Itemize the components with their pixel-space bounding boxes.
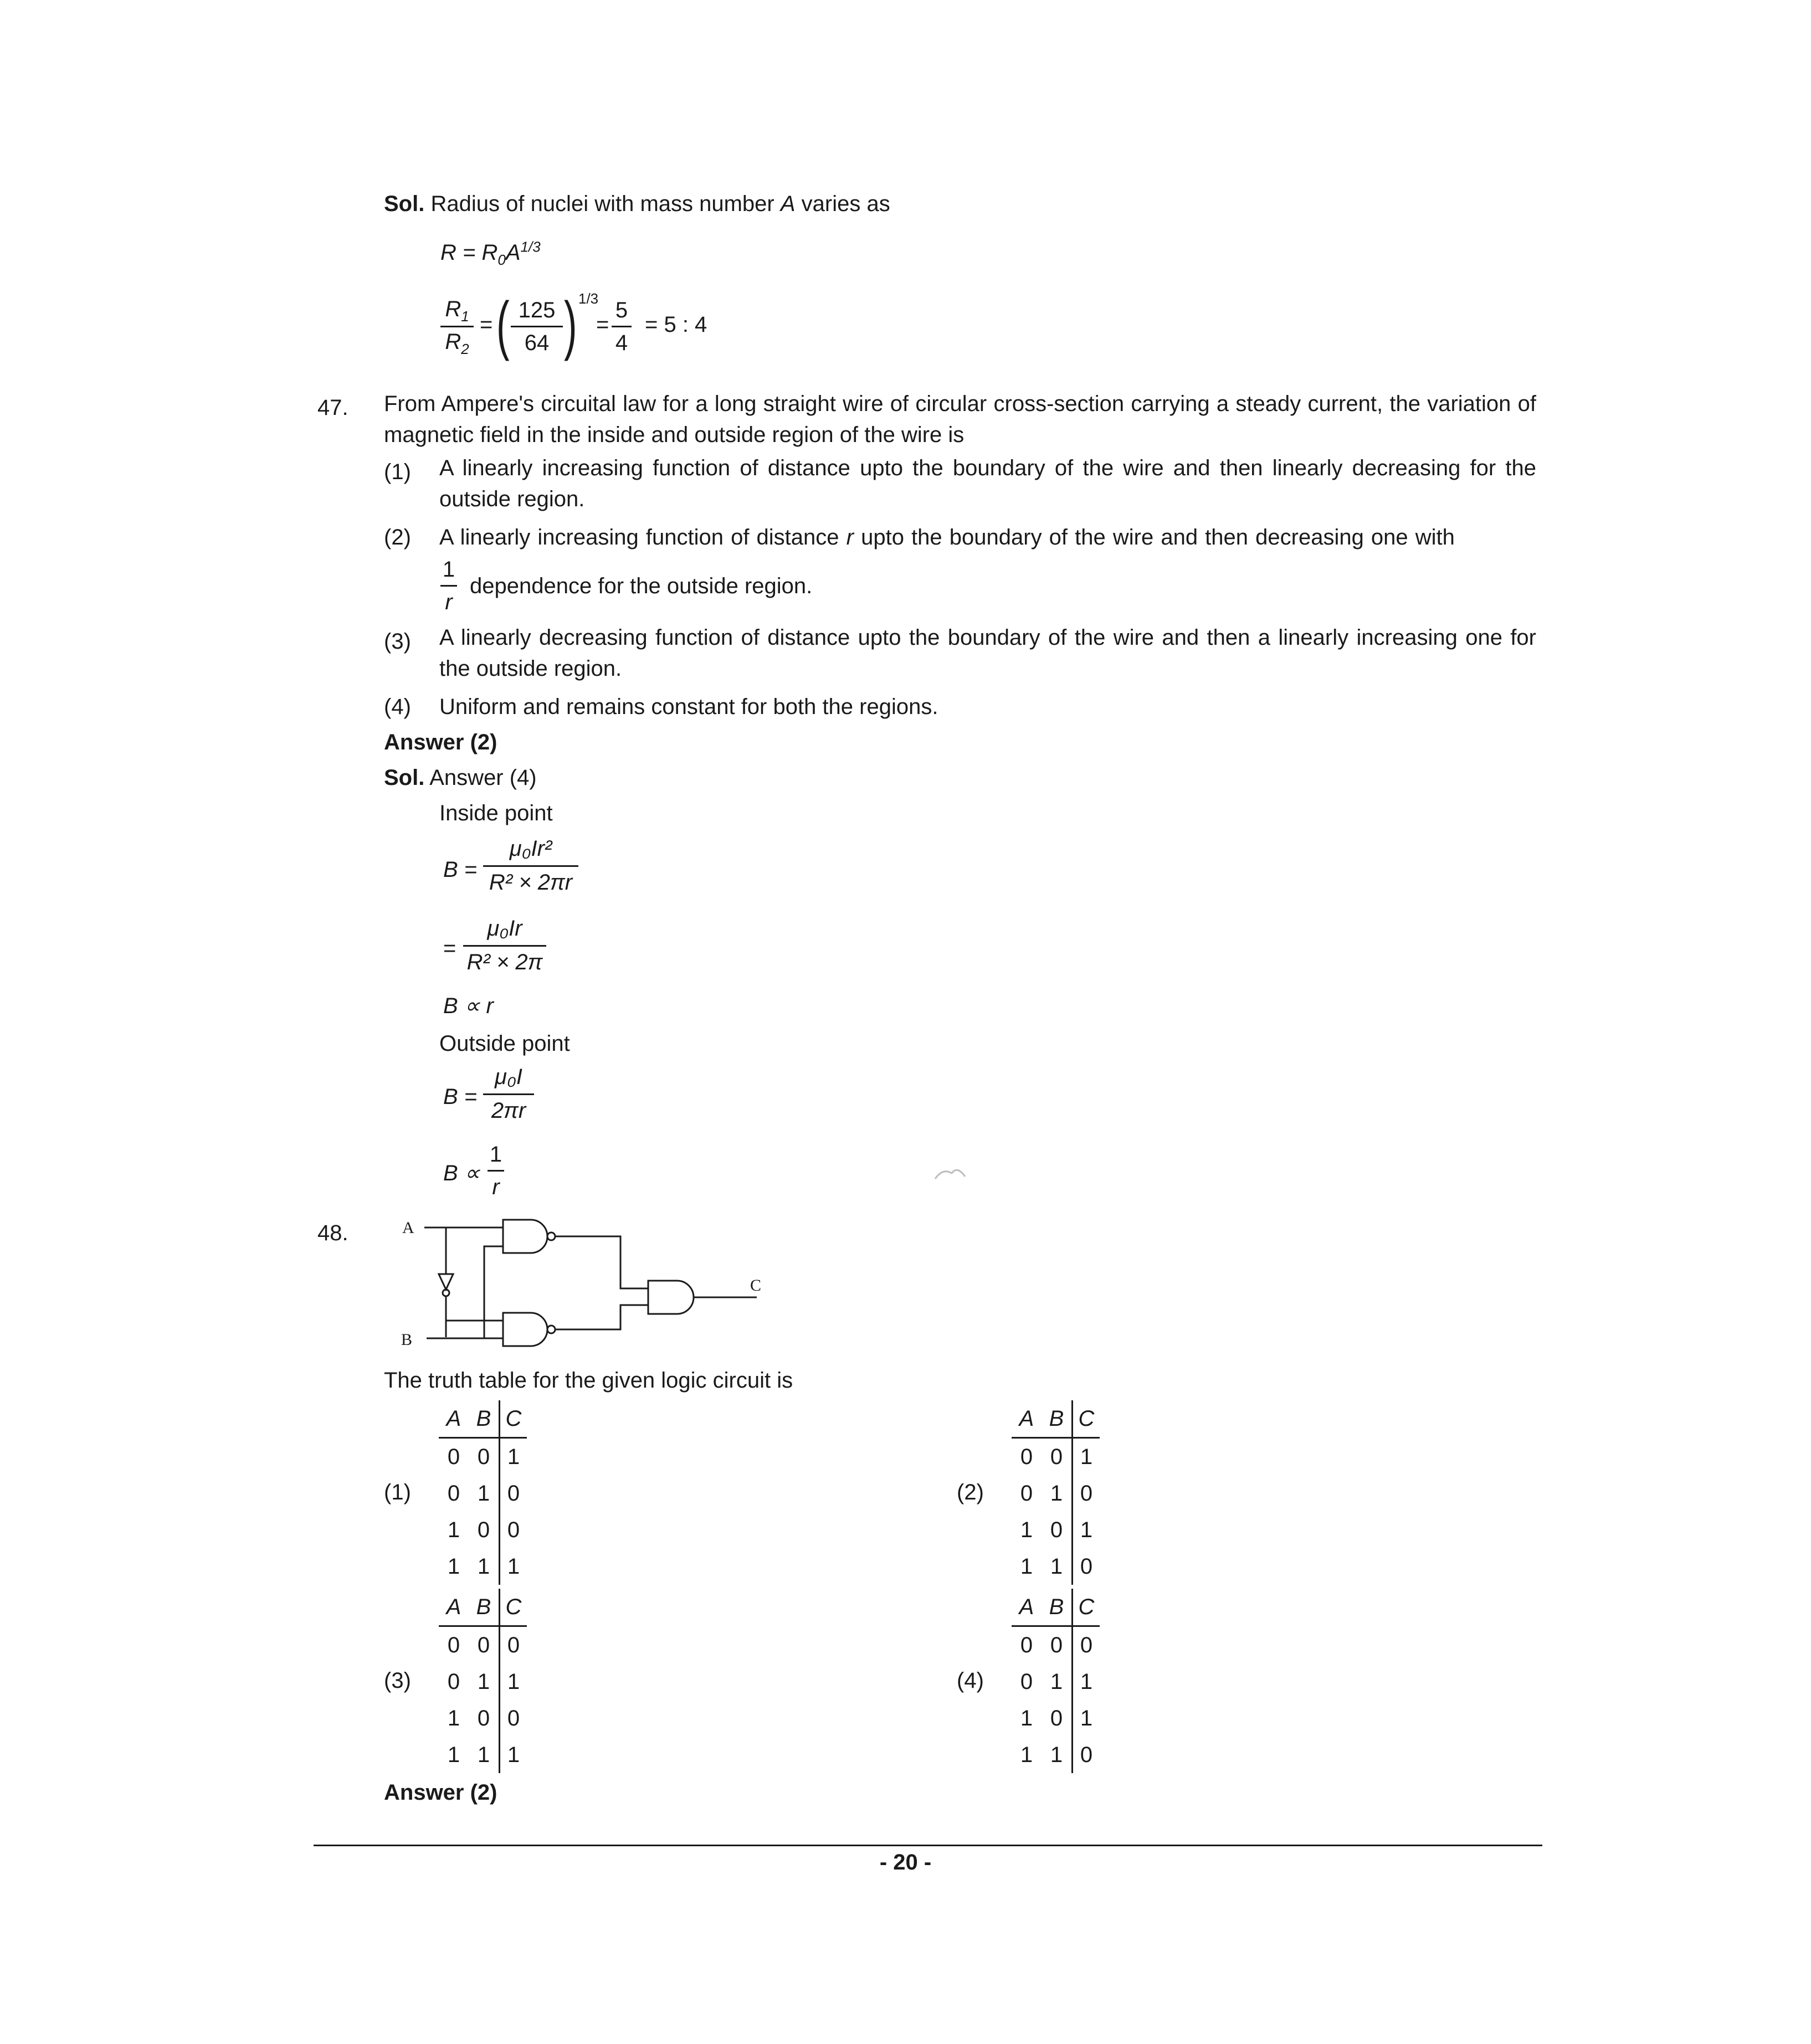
header-cell: C [500, 1400, 527, 1438]
truth-table-header [439, 1589, 527, 1626]
table-cell: 1 [1073, 1663, 1100, 1700]
q47-answer: Answer (2) [384, 730, 497, 754]
table-cell: 0 [1020, 1632, 1033, 1657]
table-cell: 0 [1050, 1517, 1063, 1542]
q47-option-1-label: (1) [384, 460, 411, 484]
q47-option-3-text: A linearly decreasing function of distance upto the boundary of the wire and then a linearly increasing one for the outside region. [439, 625, 1536, 681]
table-row [439, 1663, 527, 1700]
header-cell: A [1012, 1589, 1042, 1626]
header-cell: A [1012, 1400, 1042, 1438]
q48-answer: Answer (2) [384, 1780, 497, 1805]
b-prop-inverse-r: B ∝ [443, 1161, 480, 1185]
table-cell: 0 [500, 1512, 527, 1548]
table-cell: 0 [447, 1632, 460, 1657]
wire-b-branch [484, 1246, 503, 1338]
header-cell: C [1073, 1400, 1100, 1438]
table-row [439, 1548, 527, 1585]
paren-fraction: $\frac{125}{64}$ [511, 299, 563, 354]
table-cell: 0 [477, 1444, 490, 1469]
q48-option-4-label: (4) [957, 1668, 984, 1693]
and-gate [648, 1281, 694, 1314]
header-cell: B [1042, 1589, 1073, 1626]
header-cell: A [439, 1400, 469, 1438]
table-row [439, 1512, 527, 1548]
table-cell: 0 [500, 1700, 527, 1737]
label-c: C [750, 1276, 762, 1295]
one-over-r-fraction: $\frac{1}{r}$ [440, 558, 457, 613]
table-row [1012, 1438, 1100, 1476]
table-cell: 1 [447, 1554, 460, 1579]
truth-table-1 [439, 1400, 527, 1585]
q48-option-1-label: (1) [384, 1480, 411, 1504]
table-cell: 0 [1050, 1444, 1063, 1469]
logic-circuit-diagram [388, 1208, 776, 1357]
truth-table-header [439, 1400, 527, 1438]
table-cell: 1 [500, 1737, 527, 1773]
header-cell: C [1073, 1589, 1100, 1626]
footer-rule [314, 1845, 1542, 1846]
inside-point-label: Inside point [439, 801, 553, 825]
table-cell: 1 [1073, 1438, 1100, 1476]
q48-stem: The truth table for the given logic circuit is [384, 1368, 793, 1393]
table-cell: 1 [447, 1706, 460, 1730]
sol-label: Sol. [384, 192, 425, 216]
header-cell: A [439, 1589, 469, 1626]
table-cell: 1 [1050, 1481, 1063, 1506]
table-cell: 1 [477, 1742, 490, 1767]
truth-table-header [1012, 1589, 1100, 1626]
header-cell: C [500, 1589, 527, 1626]
table-row [439, 1438, 527, 1476]
radius-formula: $R = R_0A^{1/3}$ [440, 238, 541, 268]
table-cell: 1 [500, 1548, 527, 1585]
wire-bottom-out [555, 1305, 648, 1329]
b-equals: B = [443, 857, 478, 882]
bottom-nand-bubble [547, 1326, 555, 1333]
table-cell: 0 [500, 1475, 527, 1512]
q48-option-3-label: (3) [384, 1668, 411, 1693]
table-row [1012, 1548, 1100, 1585]
truth-table-2 [1012, 1400, 1100, 1585]
table-cell: 1 [1020, 1554, 1033, 1579]
result-fraction: $\frac{5}{4}$ [612, 299, 632, 354]
q47-stem: From Ampere's circuital law for a long straight wire of circular cross-section carrying a steady current, the variation of magnetic field in the inside and outside region of the wire is [384, 392, 1536, 447]
table-cell: 0 [1050, 1706, 1063, 1730]
q47-option-4-text: Uniform and remains constant for both the regions. [439, 695, 938, 719]
ratio-result: = 5 : 4 [645, 312, 707, 337]
table-cell: 0 [1073, 1475, 1100, 1512]
header-cell: B [469, 1589, 500, 1626]
table-cell: 1 [1050, 1554, 1063, 1579]
sol46-text: Sol. Radius of nuclei with mass number A varies as [384, 192, 890, 216]
table-cell: 1 [477, 1669, 490, 1694]
ratio-fraction: $\frac{R_1}{R_2}$ [440, 298, 474, 353]
label-a: A [402, 1219, 414, 1237]
inside-fraction-1: $\frac{\text{μ₀Ir²}}{\text{R² × 2πr}}$ [483, 838, 578, 893]
q47-number: 47. [317, 396, 348, 420]
table-cell: 1 [500, 1438, 527, 1476]
truth-table-3 [439, 1589, 527, 1773]
table-row [1012, 1626, 1100, 1664]
inside-fraction-2: $\frac{\text{μ₀Ir}}{\text{R² × 2π}}$ [463, 917, 546, 973]
table-cell: 0 [477, 1706, 490, 1730]
table-cell: 0 [500, 1626, 527, 1664]
table-row [439, 1475, 527, 1512]
top-nand-gate [503, 1220, 547, 1253]
not-gate [439, 1274, 453, 1290]
table-cell: 0 [1020, 1444, 1033, 1469]
table-cell: 1 [477, 1481, 490, 1506]
table-row [439, 1737, 527, 1773]
bottom-nand-gate [503, 1313, 547, 1346]
q47-option-4-label: (4) [384, 695, 411, 719]
label-b: B [401, 1331, 413, 1349]
equals-sign: = [480, 312, 493, 337]
top-nand-bubble [547, 1232, 555, 1240]
q47-option-3-label: (3) [384, 629, 411, 654]
equals-sign: = [596, 312, 609, 337]
table-cell: 0 [447, 1669, 460, 1694]
table-cell: 1 [500, 1663, 527, 1700]
table-cell: 1 [1020, 1706, 1033, 1730]
equals-prefix: = [443, 936, 456, 961]
truth-table-header [1012, 1400, 1100, 1438]
outside-fraction: $\frac{\text{μ₀I}}{2\pi r}$ [483, 1066, 534, 1122]
q47-option-2-tail: dependence for the outside region. [470, 574, 813, 598]
table-cell: 1 [1073, 1512, 1100, 1548]
table-cell: 0 [477, 1517, 490, 1542]
table-cell: 0 [1073, 1737, 1100, 1773]
table-cell: 0 [477, 1632, 490, 1657]
left-paren: ( [496, 289, 510, 362]
q48-option-2-label: (2) [957, 1480, 984, 1504]
table-cell: 1 [1050, 1742, 1063, 1767]
table-row [439, 1700, 527, 1737]
table-cell: 1 [1073, 1700, 1100, 1737]
scan-mark [931, 1163, 975, 1185]
table-cell: 0 [1020, 1481, 1033, 1506]
table-cell: 1 [1020, 1742, 1033, 1767]
table-cell: 0 [1050, 1632, 1063, 1657]
page-number: - 20 - [879, 1850, 932, 1874]
inverse-r-fraction: $\frac{1}{r}$ [488, 1143, 504, 1198]
q47-option-2-text: A linearly increasing function of distance r upto the boundary of the wire and then decreasing one with [439, 525, 1455, 549]
table-row [1012, 1512, 1100, 1548]
table-cell: 0 [1020, 1669, 1033, 1694]
table-row [1012, 1475, 1100, 1512]
table-row [1012, 1700, 1100, 1737]
right-paren: ) [564, 289, 577, 362]
table-row [1012, 1737, 1100, 1773]
table-cell: 1 [477, 1554, 490, 1579]
table-cell: 1 [1050, 1669, 1063, 1694]
table-cell: 0 [1073, 1548, 1100, 1585]
table-row [439, 1626, 527, 1664]
b-prop-r: B ∝ r [443, 994, 494, 1018]
table-cell: 0 [447, 1444, 460, 1469]
table-cell: 1 [447, 1742, 460, 1767]
table-cell: 0 [1073, 1626, 1100, 1664]
header-cell: B [469, 1400, 500, 1438]
b-equals-outside: B = [443, 1085, 478, 1109]
table-cell: 1 [1020, 1517, 1033, 1542]
table-cell: 0 [447, 1481, 460, 1506]
q47-sol: Sol. Answer (4) [384, 766, 537, 790]
header-cell: B [1042, 1400, 1073, 1438]
table-row [1012, 1663, 1100, 1700]
paren-exponent: 1/3 [578, 290, 599, 307]
q47-option-1-text: A linearly increasing function of distance upto the boundary of the wire and then linearly decreasing for the outside region. [439, 456, 1536, 511]
wire-top-out [555, 1236, 648, 1288]
outside-point-label: Outside point [439, 1031, 570, 1056]
truth-table-4 [1012, 1589, 1100, 1773]
table-cell: 1 [447, 1517, 460, 1542]
q47-option-2-label: (2) [384, 525, 411, 549]
q48-number: 48. [317, 1221, 348, 1245]
